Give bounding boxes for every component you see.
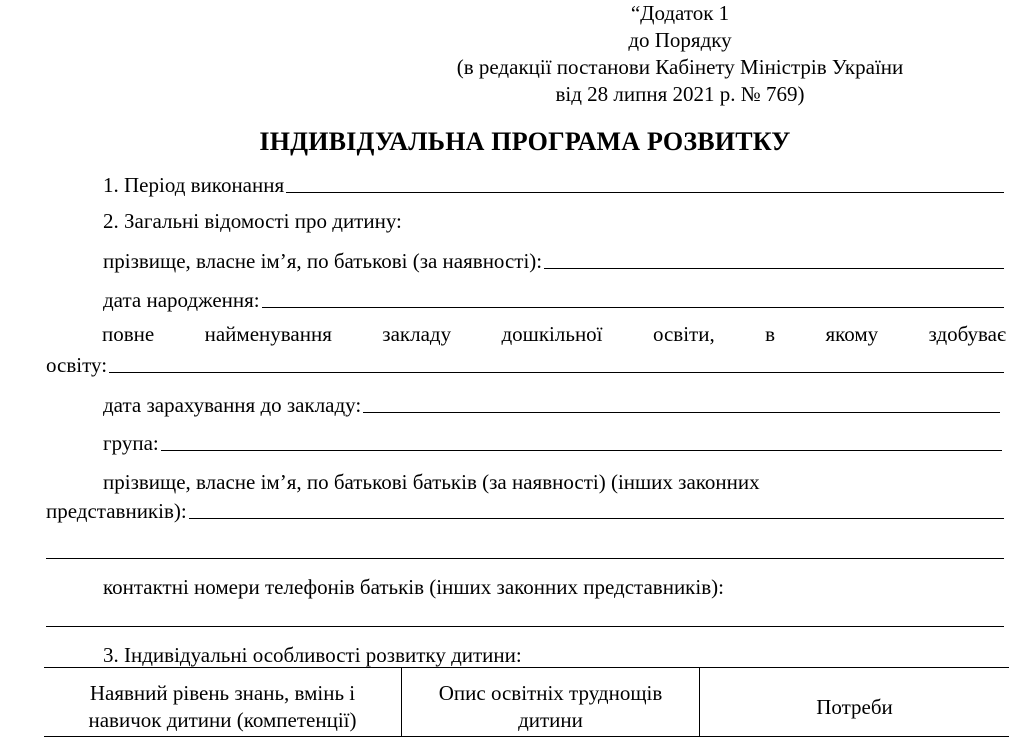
general-info-heading: 2. Загальні відомості про дитину: [103,209,402,233]
header-line-1: “Додаток 1 [630,1,730,25]
document-title: ІНДИВІДУАЛЬНА ПРОГРАМА РОЗВИТКУ [259,127,791,156]
period-label: 1. Період виконання [103,173,285,197]
institution-label-line: повне найменування закладу дошкільної освіти, в якому здобуває [102,322,1006,346]
parents-field: представників): [46,494,1004,524]
group-blank[interactable] [161,450,1002,451]
header-cell-competencies: Наявний рівень знань, вмінь і навичок дитини (компетенції) [44,668,402,737]
phones-blank[interactable] [46,626,1004,627]
header-line-3: (в редакції постанови Кабінету Міністрів України [456,55,904,79]
document-header [400,0,960,108]
header-cell-difficulties: Опис освітніх труднощів дитини [402,668,700,737]
header-cell-needs: Потреби [700,668,1010,737]
institution-field: освіту: [46,348,1004,378]
full-name-field [46,244,1004,274]
enrollment-date-blank[interactable] [363,412,1000,413]
section-3-heading: 3. Індивідуальні особливості розвитку дитини: [103,643,522,667]
parents-label-line: прізвище, власне ім’я, по батькові батьків (за наявності) (інших законних [103,470,760,494]
full-name-label: прізвище, власне ім’я, по батькові (за наявності): [103,249,543,273]
parents-blank-extra[interactable] [46,558,1004,559]
birth-date-blank[interactable] [262,307,1004,308]
header-line-2: до Порядку [628,28,732,52]
table-header-row [44,668,1009,737]
header-line-4: від 28 липня 2021 р. № 769) [555,82,805,106]
group-field: група: [46,426,1004,456]
birth-date-field [46,283,1004,313]
parents-blank[interactable] [189,518,1004,519]
phones-label-line: контактні номери телефонів батьків (інших законних представників): [103,575,724,599]
development-table [44,667,1009,737]
period-blank[interactable] [286,192,1004,193]
birth-date-label: дата народження: [103,288,260,312]
enrollment-date-field: дата зарахування до закладу: [46,388,1004,418]
full-name-blank[interactable] [544,268,1004,269]
period-field [46,168,1004,198]
institution-blank[interactable] [109,372,1004,373]
